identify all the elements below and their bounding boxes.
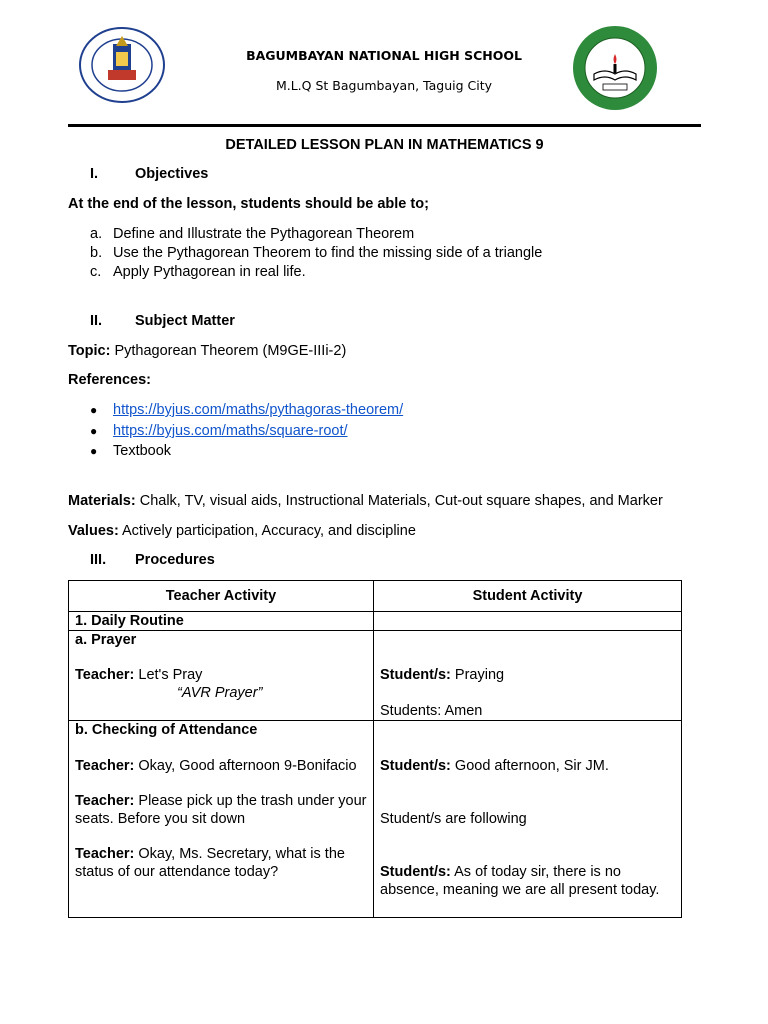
table-header-row [69, 581, 682, 612]
table-row [69, 631, 682, 721]
objectives-title: Objectives [135, 166, 209, 182]
bullet-icon: ● [90, 444, 98, 458]
document-title: DETAILED LESSON PLAN IN MATHEMATICS 9 [225, 137, 544, 153]
teacher-text: Okay, Ms. Secretary, what is the status of our attendance today? [75, 846, 345, 880]
procedures-title: Procedures [135, 552, 215, 568]
reference-link[interactable]: https://byjus.com/maths/square-root/ [113, 423, 348, 439]
student-label: Student/s: [380, 864, 451, 880]
teacher-label: Teacher: [75, 846, 135, 862]
teacher-label: Teacher: [75, 758, 135, 774]
objective-marker: a. [90, 226, 103, 242]
subject-matter-title: Subject Matter [135, 313, 235, 329]
school-address: M.L.Q St Bagumbayan, Taguig City [275, 78, 493, 93]
school-seal-logo [570, 24, 660, 112]
prayer-heading: a. Prayer [75, 632, 137, 648]
reference-link[interactable]: https://byjus.com/maths/pythagoras-theorem/ [113, 402, 404, 418]
teacher-text: Let's Pray [134, 667, 203, 683]
student-text: Praying [450, 667, 505, 683]
student-amen: Students: Amen [380, 703, 483, 719]
teacher-label: Teacher: [75, 793, 135, 809]
prayer-teacher-cell [69, 631, 374, 721]
values-label: Values: [68, 523, 119, 539]
table-row [69, 612, 682, 631]
empty-cell [374, 612, 682, 631]
objective-item: Apply Pythagorean in real life. [113, 264, 306, 280]
objective-marker: b. [90, 245, 103, 261]
bullet-icon: ● [90, 403, 98, 417]
teacher-activity-header: Teacher Activity [69, 581, 374, 612]
student-label: Student/s: [380, 758, 451, 774]
topic-label: Topic: [68, 343, 111, 359]
daily-routine-heading: 1. Daily Routine [69, 612, 374, 631]
student-activity-header: Student Activity [374, 581, 682, 612]
table-row [69, 721, 682, 918]
values-value: Actively participation, Accuracy, and discipline [118, 523, 416, 539]
header-divider [68, 124, 701, 127]
prayer-student-cell [374, 631, 682, 721]
student-label: Student/s: [380, 667, 451, 683]
objective-item: Define and Illustrate the Pythagorean Theorem [113, 226, 415, 242]
prayer-quote: “AVR Prayer” [177, 685, 263, 701]
materials-value: Chalk, TV, visual aids, Instructional Materials, Cut-out square shapes, and Marker [135, 493, 663, 509]
objective-item: Use the Pythagorean Theorem to find the missing side of a triangle [113, 245, 543, 261]
school-name: BAGUMBAYAN NATIONAL HIGH SCHOOL [246, 48, 522, 63]
procedures-number: III. [90, 552, 107, 568]
student-text: Student/s are following [380, 811, 527, 827]
objective-marker: c. [90, 264, 102, 280]
bullet-icon: ● [90, 424, 98, 438]
procedures-table [68, 580, 682, 918]
attendance-heading: b. Checking of Attendance [75, 722, 258, 738]
values-line [68, 523, 416, 539]
references-label: References: [68, 372, 152, 388]
teacher-text: Please pick up the trash under your seats. Before you sit down [75, 793, 367, 827]
attendance-teacher-cell [69, 721, 374, 918]
topic-value: Pythagorean Theorem (M9GE-IIIi-2) [110, 343, 347, 359]
materials-line [68, 493, 663, 509]
subject-matter-number: II. [90, 313, 103, 329]
student-text: Good afternoon, Sir JM. [450, 758, 609, 774]
topic-line [68, 343, 346, 359]
materials-label: Materials: [68, 493, 136, 509]
objectives-number: I. [90, 166, 99, 182]
reference-item: Textbook [113, 443, 172, 459]
attendance-student-cell [374, 721, 682, 918]
deped-seal-logo [78, 26, 166, 104]
objectives-intro: At the end of the lesson, students should be able to; [68, 196, 429, 212]
teacher-text: Okay, Good afternoon 9-Bonifacio [134, 758, 357, 774]
student-text: As of today sir, there is no absence, meaning we are all present today. [380, 864, 660, 898]
teacher-label: Teacher: [75, 667, 135, 683]
